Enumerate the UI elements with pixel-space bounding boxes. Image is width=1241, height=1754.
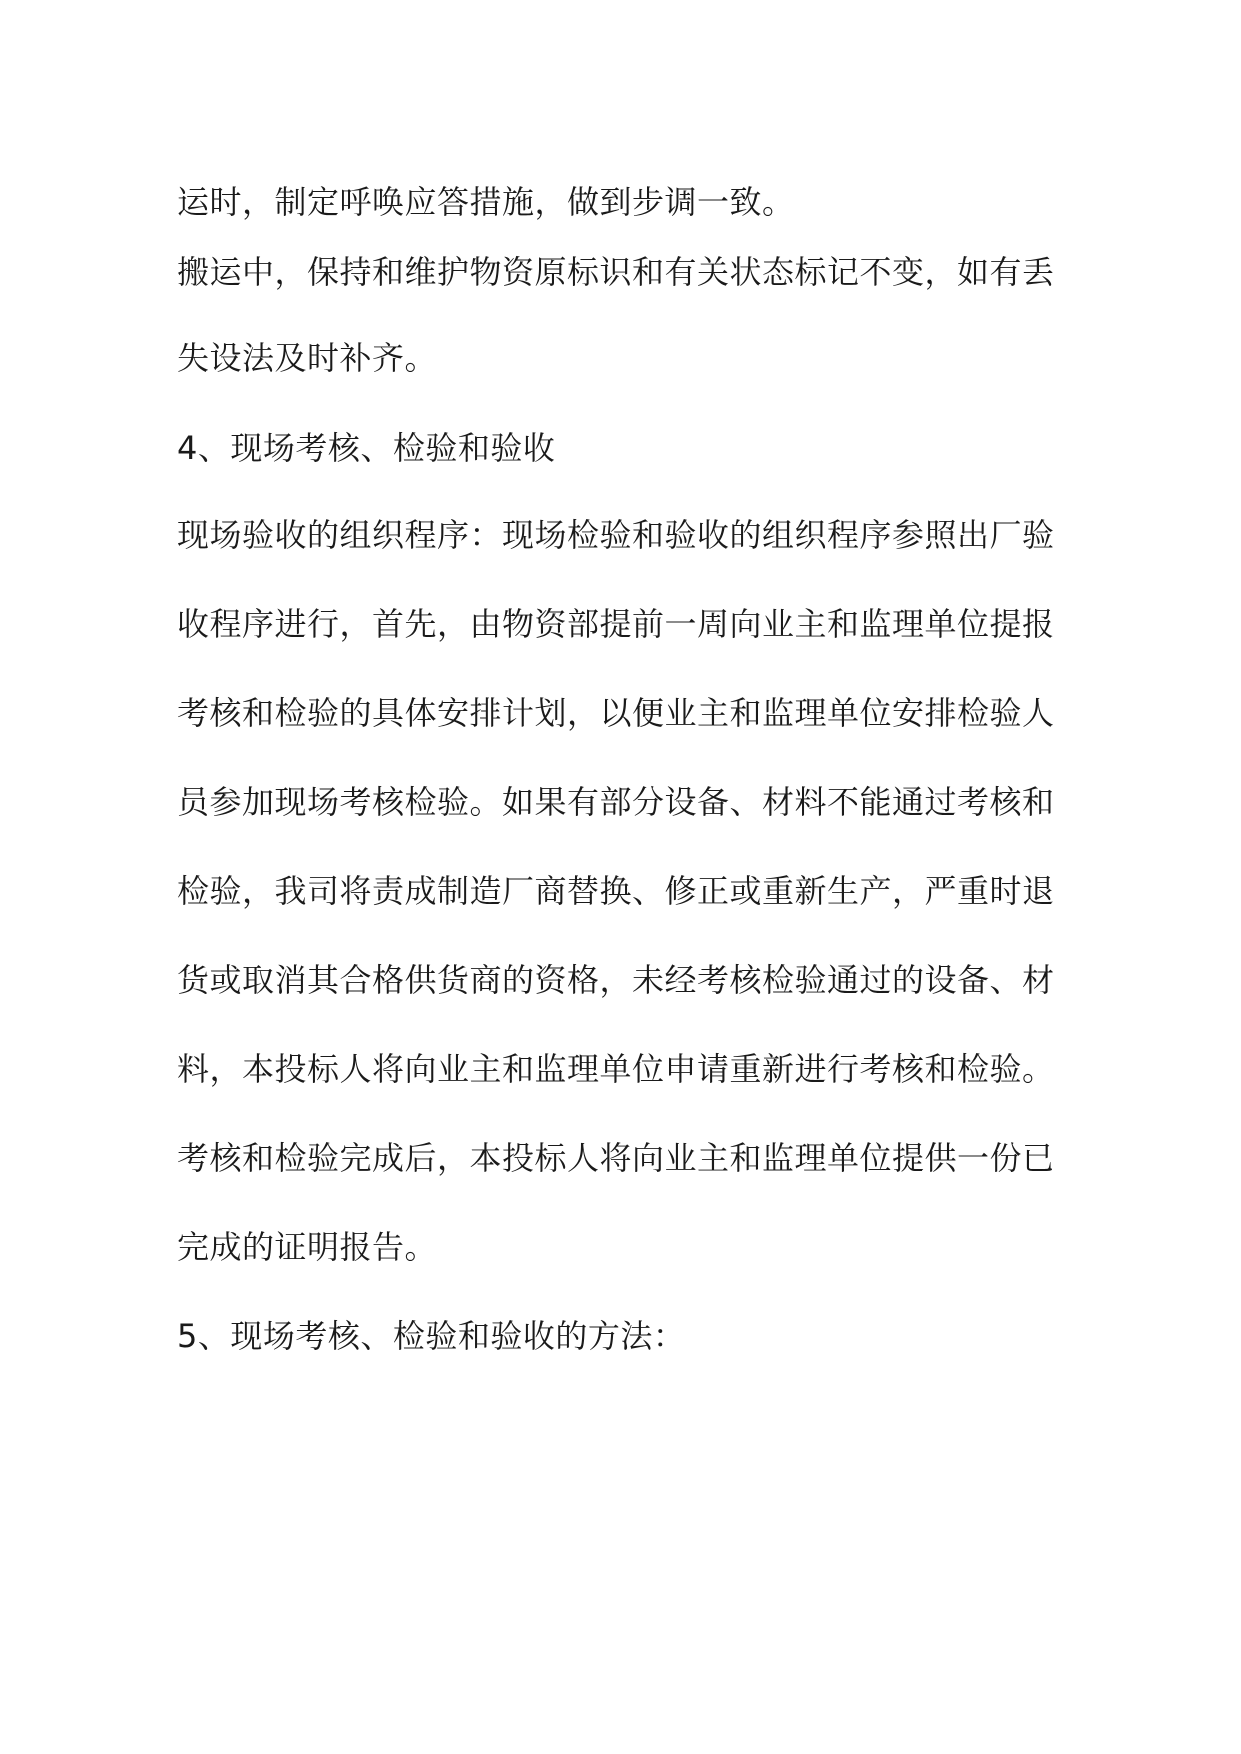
text-line: 考核和检验的具体安排计划，以便业主和监理单位安排检验人: [177, 694, 1055, 732]
text-line: 员参加现场考核检验。如果有部分设备、材料不能通过考核和: [177, 783, 1055, 821]
text-line: 失设法及时补齐。: [177, 339, 438, 377]
text-line: 料，本投标人将向业主和监理单位申请重新进行考核和检验。: [177, 1050, 1055, 1088]
section-heading: 5、现场考核、检验和验收的方法：: [177, 1317, 686, 1355]
text-line: 考核和检验完成后，本投标人将向业主和监理单位提供一份已: [177, 1139, 1055, 1177]
section-heading: 4、现场考核、检验和验收: [177, 429, 556, 467]
text-line: 货或取消其合格供货商的资格，未经考核检验通过的设备、材: [177, 961, 1055, 999]
text-line: 完成的证明报告。: [177, 1228, 438, 1266]
text-line: 搬运中，保持和维护物资原标识和有关状态标记不变，如有丢: [177, 253, 1055, 291]
text-line: 收程序进行，首先，由物资部提前一周向业主和监理单位提报: [177, 605, 1055, 643]
text-line: 运时，制定呼唤应答措施，做到步调一致。: [177, 183, 795, 221]
text-line: 现场验收的组织程序：现场检验和验收的组织程序参照出厂验: [177, 516, 1055, 554]
text-line: 检验，我司将责成制造厂商替换、修正或重新生产，严重时退: [177, 872, 1055, 910]
